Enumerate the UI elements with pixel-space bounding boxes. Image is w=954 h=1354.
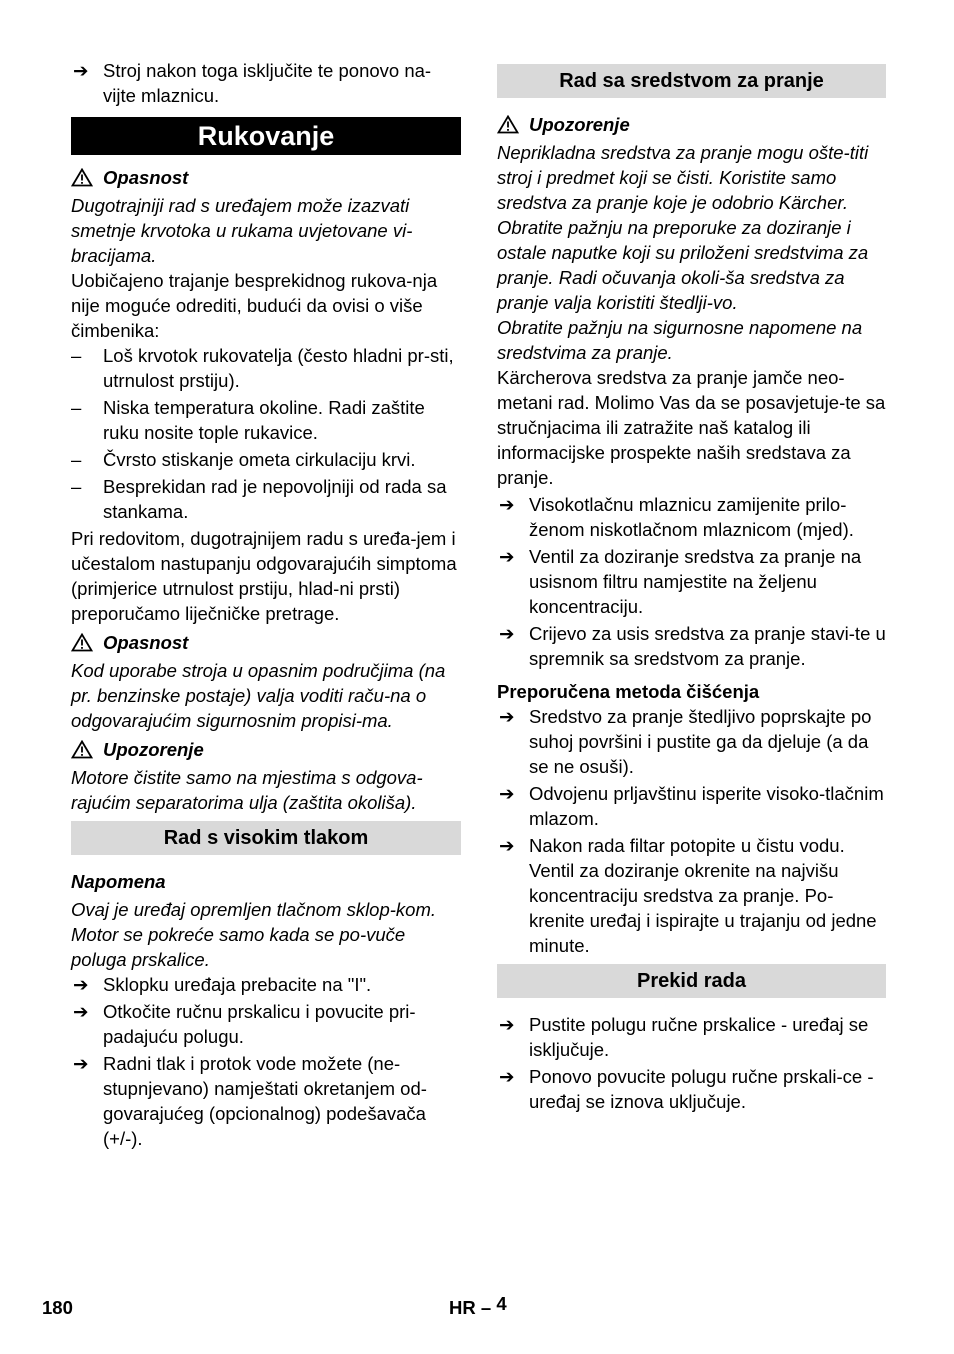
instruction-item: ➔ Ponovo povucite polugu ručne prskali-ce - uređaj se iznova uključuje. [499,1066,874,1112]
danger-heading [71,630,461,655]
instruction-item: ➔ Radni tlak i protok vode možete (ne-stupnjevano) namještati okretanjem od-govarajućeg (opcionalnog) podešavača (+/-). [73,1053,427,1149]
right-column [497,58,886,1116]
note-text: Ovaj je uređaj opremljen tlačnom sklop-kom. Motor se pokreće samo kada se po-vuče poluga prskalice. [71,899,437,970]
danger-heading [71,165,461,190]
arrow-right-icon: ➔ [499,1014,515,1035]
instruction-item: ➔ Crijevo za usis sredstva za pranje stavi-te u spremnik sa sredstvom za pranje. [499,623,886,669]
section-title: Rad sa sredstvom za pranje [497,64,886,98]
instruction-text: Stroj nakon toga isključite te ponovo na-vijte mlaznicu. [103,60,432,106]
danger-text: Dugotrajniji rad s uređajem može izazvati smetnje krvotoka u rukama uvjetovane vi-bracijama. [71,195,413,266]
arrow-right-icon: ➔ [73,60,89,81]
section-title: Rukovanje [71,117,461,155]
dash-list-item: – Loš krvotok rukovatelja (često hladni pr-sti, utrnulost prstiju). [71,345,454,391]
instruction-item: ➔ Odvojenu prljavštinu isperite visoko-tlačnim mlazom. [499,783,884,829]
warning-text: Motore čistite samo na mjestima s odgova-rajućim separatorima ulja (zaštita okoliša). [71,767,423,813]
danger-label: Opasnost [103,632,189,653]
arrow-right-icon: ➔ [73,1001,89,1022]
instruction-item: ➔ Sredstvo za pranje štedljivo poprskajte po suhoj površini i pustite ga da djeluje (a da se ne osuši). [499,706,872,777]
sub-page-number: 4 [496,1293,507,1314]
instruction-item: ➔ Nakon rada filtar potopite u čistu vodu. Ventil za doziranje okrenite na najvišu koncentraciju sredstva za pranje. Po-krenite uređaj i ispirajte u trajanju od jedne minute. [499,835,877,956]
dash-list-item: – Besprekidan rad je nepovoljniji od rada sa stankama. [71,476,447,522]
instruction-item: ➔ Pustite polugu ručne prskalice - uređaj se isključuje. [499,1014,869,1060]
dash-list-item: – Čvrsto stiskanje ometa cirkulaciju krvi. [71,449,416,470]
arrow-right-icon: ➔ [499,835,515,856]
arrow-right-icon: ➔ [499,494,515,515]
warning-label: Upozorenje [529,114,630,135]
danger-text: Kod uporabe stroja u opasnim područjima (na pr. benzinske postaje) valja voditi raču-na o odgovarajućim sigurnosnim propisi-ma. [71,660,446,731]
instruction-item: ➔ Sklopku uređaja prebacite na "I". [73,974,372,995]
arrow-right-icon: ➔ [499,546,515,567]
note-label: Napomena [71,871,166,892]
note-heading [71,869,461,894]
paragraph: Uobičajeno trajanje besprekidnog rukova-nja nije moguće odrediti, budući da ovisi o više čimbenika: [71,270,438,341]
arrow-right-icon: ➔ [499,706,515,727]
arrow-right-icon: ➔ [499,1066,515,1087]
subheading: Preporučena metoda čišćenja [497,681,760,702]
paragraph: Kärcherova sredstva za pranje jamče neo-metani rad. Molimo Vas da se posavjetuje-te sa stručnjacima ili zatražite naš katalog ili informacijske prospekte naših sredstava za pranje. [497,367,886,488]
page-number: 180 [42,1297,73,1318]
instruction-item [71,58,461,108]
warning-triangle-icon [71,168,93,187]
arrow-right-icon: ➔ [73,1053,89,1074]
instruction-item: ➔ Ventil za doziranje sredstva za pranje na usisnom filtru namjestite na željenu koncentraciju. [499,546,862,617]
arrow-right-icon: ➔ [499,623,515,644]
warning-triangle-icon [497,115,519,134]
danger-label: Opasnost [103,167,189,188]
language-code: HR [449,1297,476,1318]
paragraph: Pri redovitom, dugotrajnijem radu s uređa-jem i učestalom nastupanju odgovarajućih simptoma (primjerice utrnulost prstiju, hlad-ni prsti) preporučamo liječničke pretrage. [71,528,457,624]
footer-dash: – [480,1297,492,1318]
instruction-item: ➔ Otkočite ručnu prskalicu i povucite pri-padajuću polugu. [73,1001,416,1047]
section-title: Prekid rada [497,964,886,998]
arrow-right-icon: ➔ [499,783,515,804]
arrow-right-icon: ➔ [73,974,89,995]
subsection-title: Rad s visokim tlakom [71,821,461,855]
warning-text: Neprikladna sredstva za pranje mogu ošte-titi stroj i predmet koji se čisti. Koristite samo sredstva za pranje koje je odobrio Kärcher. Obratite pažnju na preporuke za doziranje i ostale naputke koji su priloženi sredstvima za pranje. Radi očuvanja okoli-ša sredstva za pranje valja koristiti štedlji-vo. [497,142,869,313]
warning-heading [71,737,461,762]
instruction-item: ➔ Visokotlačnu mlaznicu zamijenite prilo-ženom niskotlačnom mlaznicom (mjed). [499,494,854,540]
warning-heading [497,112,886,137]
warning-label: Upozorenje [103,739,204,760]
dash-list-item: – Niska temperatura okoline. Radi zaštite ruku nosite tople rukavice. [71,397,425,443]
left-column [71,58,461,1153]
warning-text: Obratite pažnju na sigurnosne napomene na sredstvima za pranje. [497,317,863,363]
warning-triangle-icon [71,633,93,652]
warning-triangle-icon [71,740,93,759]
page-language-label [449,1293,507,1319]
